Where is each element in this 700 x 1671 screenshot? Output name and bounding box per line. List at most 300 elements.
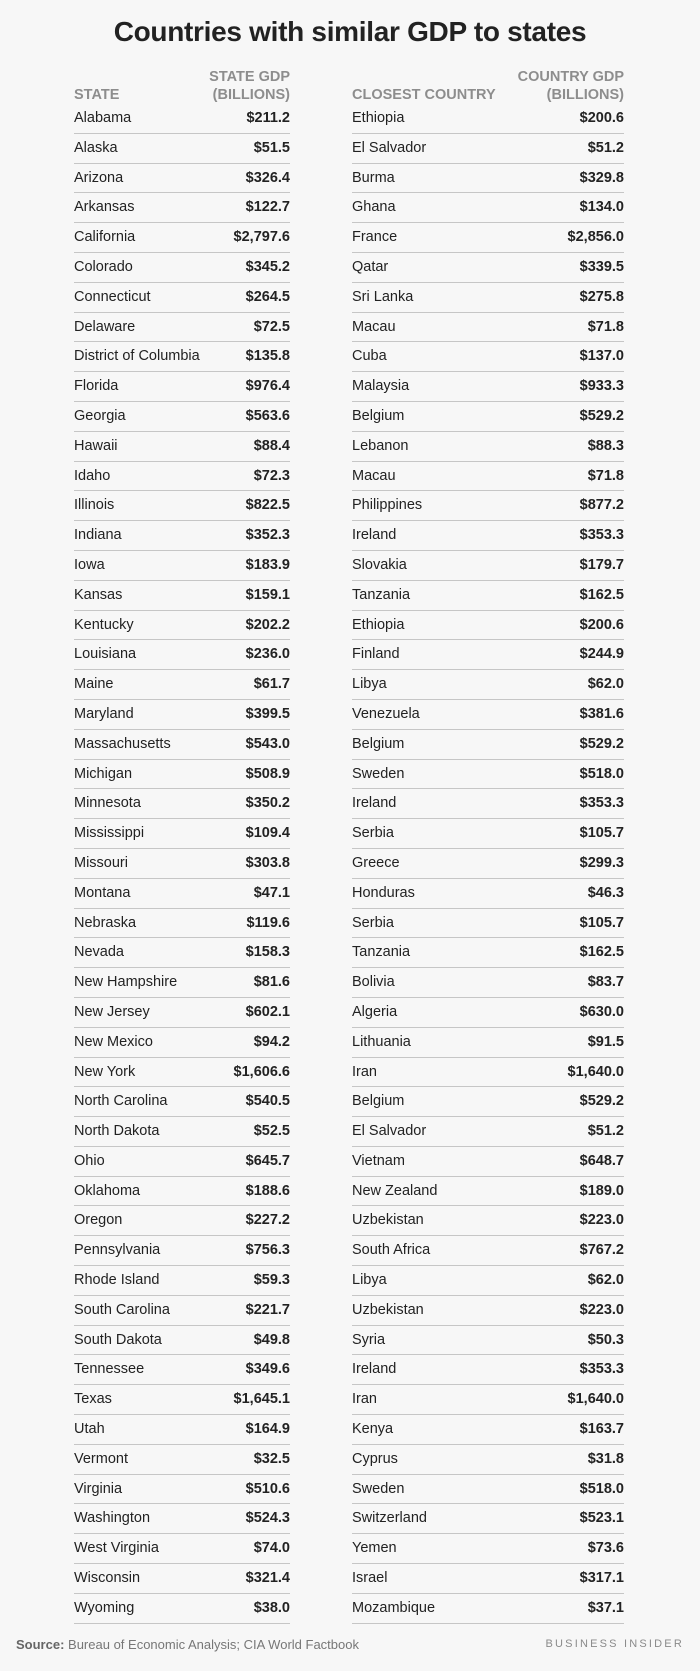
state-table-row: [74, 1058, 290, 1088]
state-name: North Carolina: [74, 1093, 168, 1110]
country-table-row: [352, 1177, 624, 1207]
country-table-row: [352, 760, 624, 790]
country-table-row: [352, 611, 624, 641]
state-name: Nebraska: [74, 914, 137, 931]
country-name: South Africa: [352, 1242, 431, 1259]
state-gdp-value: $264.5: [245, 288, 290, 305]
country-gdp-value: $353.3: [579, 795, 624, 812]
state-name: Louisiana: [74, 646, 137, 663]
country-name: Macau: [352, 467, 396, 484]
state-name: Hawaii: [74, 437, 118, 454]
state-table-row: [74, 1236, 290, 1266]
state-gdp-value: $164.9: [245, 1421, 290, 1438]
state-name: Oregon: [74, 1212, 123, 1229]
state-name: Wisconsin: [74, 1570, 141, 1587]
source-text: Bureau of Economic Analysis; CIA World Factbook: [68, 1637, 359, 1652]
country-table-row: [352, 521, 624, 551]
state-gdp-value: $345.2: [245, 258, 290, 275]
state-table-row: [74, 1206, 290, 1236]
country-table-row: [352, 1087, 624, 1117]
state-gdp-value: $2,797.6: [233, 229, 290, 246]
state-name: Texas: [74, 1391, 112, 1408]
country-gdp-value: $62.0: [587, 676, 624, 693]
state-gdp-value: $822.5: [245, 497, 290, 514]
state-name: Utah: [74, 1421, 105, 1438]
state-gdp-value: $135.8: [245, 348, 290, 365]
country-gdp-header-line2: (BILLIONS): [546, 87, 624, 103]
state-gdp-value: $543.0: [245, 735, 290, 752]
state-gdp-value: $510.6: [245, 1480, 290, 1497]
state-table-row: [74, 1594, 290, 1624]
country-gdp-value: $339.5: [579, 258, 624, 275]
country-gdp-value: $299.3: [579, 854, 624, 871]
state-gdp-value: $349.6: [245, 1361, 290, 1378]
state-table-row: [74, 789, 290, 819]
footer: [16, 1637, 684, 1659]
state-table-row: [74, 879, 290, 909]
state-table-row: [74, 1296, 290, 1326]
country-gdp-value: $137.0: [579, 348, 624, 365]
country-table-row: [352, 164, 624, 194]
country-name: Serbia: [352, 825, 394, 842]
country-gdp-value: $91.5: [587, 1033, 624, 1050]
state-name: Oklahoma: [74, 1182, 141, 1199]
country-table-row: [352, 1058, 624, 1088]
country-name: Bolivia: [352, 974, 395, 991]
state-name: Kentucky: [74, 616, 134, 633]
country-name: Macau: [352, 318, 396, 335]
state-name: Minnesota: [74, 795, 141, 812]
country-table-row: [352, 849, 624, 879]
country-name: Serbia: [352, 914, 394, 931]
country-table-row: [352, 1385, 624, 1415]
country-gdp-value: $134.0: [579, 199, 624, 216]
state-gdp-value: $38.0: [253, 1599, 290, 1616]
country-table-row: [352, 1594, 624, 1624]
country-table-row: [352, 372, 624, 402]
state-gdp-value: $756.3: [245, 1242, 290, 1259]
state-table-row: [74, 372, 290, 402]
country-name: Libya: [352, 676, 387, 693]
country-table-row: [352, 1296, 624, 1326]
country-name: Slovakia: [352, 556, 407, 573]
chart-title: Countries with similar GDP to states: [113, 16, 587, 47]
country-gdp-value: $518.0: [579, 765, 624, 782]
state-name: Mississippi: [74, 825, 145, 842]
state-table-row: [74, 1504, 290, 1534]
state-table-row: [74, 1177, 290, 1207]
state-name: Arkansas: [74, 199, 135, 216]
state-gdp-value: $188.6: [245, 1182, 290, 1199]
state-name: Indiana: [74, 527, 122, 544]
state-name: New York: [74, 1063, 136, 1080]
country-table-row: [352, 223, 624, 253]
country-gdp-value: $223.0: [579, 1301, 624, 1318]
country-name: Belgium: [352, 1093, 405, 1110]
state-name: Montana: [74, 884, 131, 901]
country-gdp-value: $71.8: [587, 467, 624, 484]
country-gdp-value: $105.7: [579, 914, 624, 931]
country-table-row: [352, 1445, 624, 1475]
state-gdp-value: $51.5: [253, 139, 290, 156]
country-name: Vietnam: [352, 1152, 405, 1169]
country-gdp-value: $189.0: [579, 1182, 624, 1199]
state-gdp-value: $72.3: [253, 467, 290, 484]
country-table-row: [352, 104, 624, 134]
state-gdp-value: $52.5: [253, 1123, 290, 1140]
country-name: Greece: [352, 854, 400, 871]
country-gdp-value: $648.7: [579, 1152, 624, 1169]
state-name: Illinois: [74, 497, 115, 514]
country-name: Israel: [352, 1570, 388, 1587]
country-table-row: [352, 1355, 624, 1385]
state-name: Massachusetts: [74, 735, 171, 752]
country-table-row: [352, 1475, 624, 1505]
country-table-row: [352, 819, 624, 849]
country-gdp-value: $105.7: [579, 825, 624, 842]
country-name: Belgium: [352, 735, 405, 752]
country-table-row: [352, 1415, 624, 1445]
state-name: Idaho: [74, 467, 111, 484]
country-table-row: [352, 1117, 624, 1147]
state-gdp-value: $74.0: [253, 1540, 290, 1557]
state-gdp-value: $159.1: [245, 586, 290, 603]
state-gdp-value: $563.6: [245, 407, 290, 424]
country-table-row: [352, 462, 624, 492]
state-gdp-value: $352.3: [245, 527, 290, 544]
state-table-row: [74, 849, 290, 879]
country-gdp-value: $329.8: [579, 169, 624, 186]
country-table-row: [352, 938, 624, 968]
state-name: New Mexico: [74, 1033, 153, 1050]
country-name: Venezuela: [352, 705, 420, 722]
country-name: Cuba: [352, 348, 387, 365]
state-name: Iowa: [74, 556, 105, 573]
state-table-row: [74, 1147, 290, 1177]
state-name: Missouri: [74, 854, 128, 871]
state-table-row: [74, 1385, 290, 1415]
country-name: Ethiopia: [352, 616, 405, 633]
state-table-row: [74, 1415, 290, 1445]
country-name: Lebanon: [352, 437, 409, 454]
state-table-row: [74, 1028, 290, 1058]
country-name: Uzbekistan: [352, 1212, 424, 1229]
country-gdp-value: $179.7: [579, 556, 624, 573]
country-name: Philippines: [352, 497, 423, 514]
state-gdp-column-header: [209, 68, 290, 104]
state-name: Kansas: [74, 586, 123, 603]
state-name: New Hampshire: [74, 974, 178, 991]
country-gdp-column-header: [518, 68, 624, 104]
state-table-row: [74, 1087, 290, 1117]
country-table-row: [352, 1236, 624, 1266]
left-table-header: [74, 66, 290, 104]
state-table-row: [74, 432, 290, 462]
country-gdp-value: $317.1: [579, 1570, 624, 1587]
source-label: Source:: [16, 1637, 65, 1652]
country-table-row: [352, 700, 624, 730]
state-gdp-value: $183.9: [245, 556, 290, 573]
country-name: Qatar: [352, 258, 389, 275]
state-gdp-value: $1,606.6: [233, 1063, 290, 1080]
state-gdp-value: $508.9: [245, 765, 290, 782]
state-table-row: [74, 1355, 290, 1385]
state-table-row: [74, 164, 290, 194]
right-table-header: [352, 66, 624, 104]
state-gdp-value: $47.1: [253, 884, 290, 901]
country-gdp-value: $244.9: [579, 646, 624, 663]
country-name: Libya: [352, 1272, 387, 1289]
state-name: Alaska: [74, 139, 118, 156]
country-table-row: [352, 730, 624, 760]
country-table-row: [352, 1028, 624, 1058]
state-gdp-value: $94.2: [253, 1033, 290, 1050]
country-table-row: [352, 253, 624, 283]
state-table-row: [74, 1117, 290, 1147]
state-table-row: [74, 521, 290, 551]
state-gdp-value: $211.2: [246, 110, 290, 126]
state-table-row: [74, 342, 290, 372]
state-table-row: [74, 253, 290, 283]
country-gdp-value: $37.1: [587, 1599, 624, 1616]
state-name: Michigan: [74, 765, 133, 782]
state-table-row: [74, 1475, 290, 1505]
country-name: Sweden: [352, 1480, 405, 1497]
country-name: El Salvador: [352, 139, 427, 156]
state-name: South Dakota: [74, 1331, 162, 1348]
state-gdp-value: $321.4: [245, 1570, 290, 1587]
country-table-row: [352, 968, 624, 998]
country-table-row: [352, 1206, 624, 1236]
country-table-row: [352, 1564, 624, 1594]
state-table-row: [74, 819, 290, 849]
state-gdp-value: $236.0: [245, 646, 290, 663]
state-table-row: [74, 551, 290, 581]
country-name: Lithuania: [352, 1033, 411, 1050]
country-name: Tanzania: [352, 944, 411, 961]
country-gdp-value: $1,640.0: [567, 1063, 624, 1080]
country-name: Cyprus: [352, 1450, 398, 1467]
country-table-row: [352, 789, 624, 819]
state-gdp-value: $350.2: [245, 795, 290, 812]
country-name: Sri Lanka: [352, 288, 414, 305]
state-name: Tennessee: [74, 1361, 145, 1378]
state-column-header: STATE: [74, 87, 120, 103]
country-name: Syria: [352, 1331, 386, 1348]
country-table-row: [352, 1266, 624, 1296]
country-name: Honduras: [352, 884, 415, 901]
country-table-row: [352, 581, 624, 611]
state-gdp-value: $158.3: [245, 944, 290, 961]
state-table: [74, 104, 290, 1624]
state-table-row: [74, 1326, 290, 1356]
country-gdp-value: $51.2: [587, 1123, 624, 1140]
country-gdp-value: $46.3: [587, 884, 624, 901]
country-name: Sweden: [352, 765, 405, 782]
country-gdp-value: $163.7: [579, 1421, 624, 1438]
state-table-row: [74, 134, 290, 164]
country-column-header: CLOSEST COUNTRY: [352, 87, 496, 103]
state-gdp-value: $88.4: [253, 437, 290, 454]
country-table-row: [352, 879, 624, 909]
country-table-row: [352, 1147, 624, 1177]
country-table-row: [352, 342, 624, 372]
country-gdp-value: $223.0: [579, 1212, 624, 1229]
country-table-row: [352, 640, 624, 670]
state-gdp-header-line2: (BILLIONS): [212, 87, 290, 103]
state-table-row: [74, 491, 290, 521]
country-name: Belgium: [352, 407, 405, 424]
state-name: Rhode Island: [74, 1272, 160, 1289]
country-table-row: [352, 134, 624, 164]
state-name: Washington: [74, 1510, 151, 1527]
country-name: Finland: [352, 646, 400, 663]
country-name: Iran: [352, 1391, 377, 1408]
state-gdp-value: $61.7: [253, 676, 290, 693]
country-gdp-value: $877.2: [579, 497, 624, 514]
state-gdp-value: $109.4: [245, 825, 290, 842]
country-gdp-value: $933.3: [579, 378, 624, 395]
state-name: Florida: [74, 378, 119, 395]
state-name: Vermont: [74, 1450, 128, 1467]
country-gdp-value: $200.6: [579, 110, 624, 126]
country-gdp-value: $73.6: [587, 1540, 624, 1557]
country-name: Iran: [352, 1063, 377, 1080]
country-gdp-value: $162.5: [579, 944, 624, 961]
country-name: Algeria: [352, 1003, 398, 1020]
country-gdp-value: $518.0: [579, 1480, 624, 1497]
country-name: Kenya: [352, 1421, 394, 1438]
country-name: France: [352, 229, 398, 246]
country-gdp-value: $50.3: [587, 1331, 624, 1348]
state-gdp-value: $303.8: [245, 854, 290, 871]
state-table-row: [74, 283, 290, 313]
state-table-row: [74, 1534, 290, 1564]
state-gdp-value: $976.4: [245, 378, 290, 395]
state-gdp-value: $1,645.1: [233, 1391, 290, 1408]
state-table-row: [74, 730, 290, 760]
country-table-row: [352, 402, 624, 432]
state-table-row: [74, 998, 290, 1028]
country-name: New Zealand: [352, 1182, 438, 1199]
state-name: Nevada: [74, 944, 124, 961]
state-gdp-value: $645.7: [245, 1152, 290, 1169]
state-gdp-value: $399.5: [245, 705, 290, 722]
country-gdp-value: $62.0: [587, 1272, 624, 1289]
country-name: Tanzania: [352, 586, 411, 603]
country-table-row: [352, 1326, 624, 1356]
state-table-row: [74, 313, 290, 343]
country-gdp-value: $2,856.0: [567, 229, 624, 246]
country-gdp-value: $529.2: [579, 407, 624, 424]
country-name: Uzbekistan: [352, 1301, 424, 1318]
country-name: Ghana: [352, 199, 396, 216]
state-gdp-value: $32.5: [253, 1450, 290, 1467]
country-gdp-value: $353.3: [579, 527, 624, 544]
state-table-row: [74, 193, 290, 223]
state-table-row: [74, 938, 290, 968]
state-table-row: [74, 1266, 290, 1296]
country-name: Burma: [352, 169, 395, 186]
country-name: Ireland: [352, 795, 397, 812]
state-gdp-value: $540.5: [245, 1093, 290, 1110]
country-table-row: [352, 491, 624, 521]
country-gdp-value: $162.5: [579, 586, 624, 603]
state-name: Alabama: [74, 110, 132, 126]
country-gdp-value: $31.8: [587, 1450, 624, 1467]
state-name: Virginia: [74, 1480, 123, 1497]
state-table-row: [74, 909, 290, 939]
state-table-row: [74, 104, 290, 134]
state-table-row: [74, 611, 290, 641]
country-table: [352, 104, 624, 1624]
state-name: Delaware: [74, 318, 136, 335]
country-name: Mozambique: [352, 1599, 436, 1616]
state-gdp-value: $72.5: [253, 318, 290, 335]
country-gdp-value: $630.0: [579, 1003, 624, 1020]
state-gdp-value: $602.1: [245, 1003, 290, 1020]
state-gdp-value: $202.2: [245, 616, 290, 633]
state-table-row: [74, 1445, 290, 1475]
state-gdp-value: $326.4: [245, 169, 290, 186]
state-table-row: [74, 462, 290, 492]
country-name: Ethiopia: [352, 110, 405, 126]
state-name: Maryland: [74, 705, 134, 722]
state-table-row: [74, 581, 290, 611]
country-gdp-value: $353.3: [579, 1361, 624, 1378]
state-name: Georgia: [74, 407, 126, 424]
country-table-row: [352, 193, 624, 223]
brand-logo: BUSINESS INSIDER: [545, 1638, 684, 1650]
country-name: Ireland: [352, 1361, 397, 1378]
country-table-row: [352, 313, 624, 343]
country-name: El Salvador: [352, 1123, 427, 1140]
state-name: North Dakota: [74, 1123, 160, 1140]
state-gdp-value: $122.7: [245, 199, 290, 216]
state-table-row: [74, 223, 290, 253]
country-gdp-value: $71.8: [587, 318, 624, 335]
state-name: California: [74, 229, 136, 246]
state-table-row: [74, 968, 290, 998]
country-table-row: [352, 283, 624, 313]
state-name: Pennsylvania: [74, 1242, 161, 1259]
country-gdp-value: $275.8: [579, 288, 624, 305]
state-gdp-value: $119.6: [246, 914, 290, 931]
state-name: West Virginia: [74, 1540, 159, 1557]
country-table-row: [352, 998, 624, 1028]
state-name: Ohio: [74, 1152, 105, 1169]
state-gdp-value: $59.3: [253, 1272, 290, 1289]
country-table-row: [352, 1504, 624, 1534]
country-name: Ireland: [352, 527, 397, 544]
state-name: Arizona: [74, 169, 124, 186]
state-table-row: [74, 1564, 290, 1594]
country-table-row: [352, 670, 624, 700]
state-name: Colorado: [74, 258, 133, 275]
country-gdp-value: $529.2: [579, 735, 624, 752]
country-name: Yemen: [352, 1540, 397, 1557]
state-gdp-value: $49.8: [253, 1331, 290, 1348]
country-name: Malaysia: [352, 378, 410, 395]
country-table-row: [352, 909, 624, 939]
country-table-row: [352, 1534, 624, 1564]
country-gdp-value: $200.6: [579, 616, 624, 633]
state-name: District of Columbia: [74, 348, 200, 365]
state-name: Maine: [74, 676, 114, 693]
state-gdp-header-line1: STATE GDP: [209, 69, 290, 85]
state-gdp-value: $227.2: [245, 1212, 290, 1229]
country-gdp-value: $83.7: [587, 974, 624, 991]
